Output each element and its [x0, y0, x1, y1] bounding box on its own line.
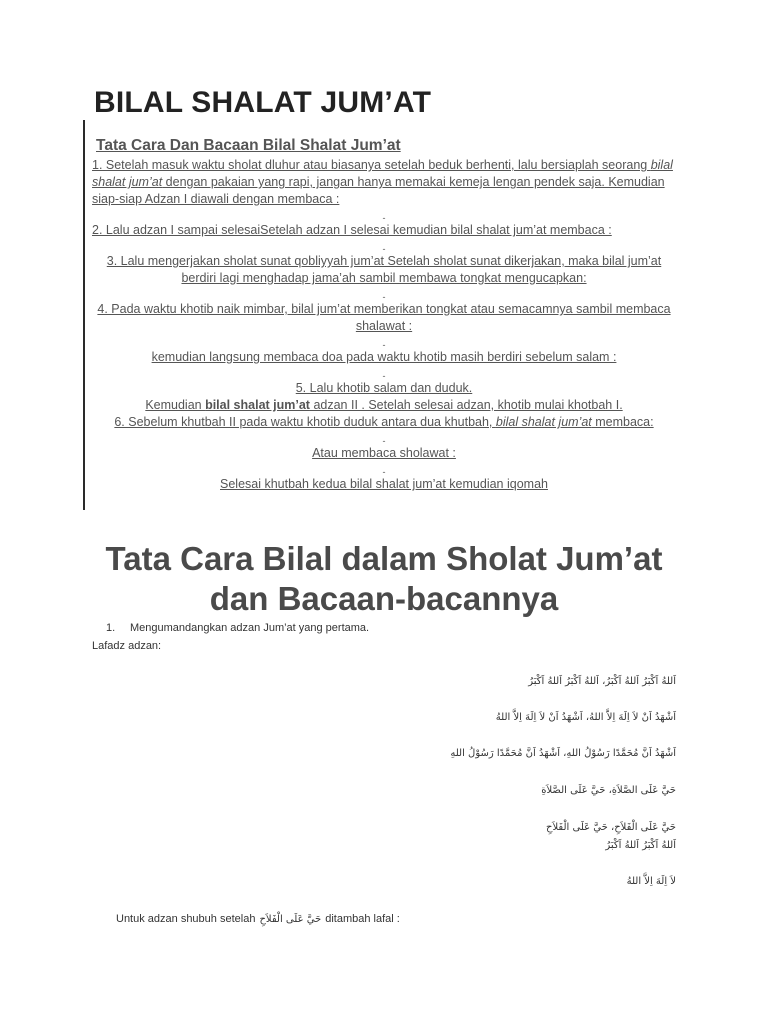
- step-1-italic: bilal shalat jum’at: [92, 158, 673, 189]
- note-text-b: ditambah lafal :: [325, 913, 400, 925]
- arabic-line-hayya-falah: حَيَّ عَلَى الْفَلاَحِ، حَيَّ عَلَى الْفَلاَحِ: [546, 822, 676, 833]
- step-5: 5. Lalu khotib salam dan duduk.: [295, 381, 473, 395]
- step-6-text-b: membaca:: [591, 415, 654, 429]
- dash-separator: -: [382, 467, 386, 477]
- note-arabic: حَيَّ عَلَى الْفَلاَحِ: [259, 914, 322, 925]
- arabic-line-syahadat-1: اَشْهَدُ اَنْ لاَ اِلَهَ اِلاَّ اللهُ، اَشْهَدُ اَنْ لاَ اِلَهَ اِلاَّ اللهُ: [495, 712, 676, 723]
- step-iqomah: Selesai khutbah kedua bilal shalat jum’at kemudian iqomah: [220, 477, 548, 491]
- list-text: Mengumandangkan adzan Jum’at yang pertama.: [130, 622, 370, 634]
- arabic-line-syahadat-2: اَشْهَدُ اَنَّ مُحَمَّدًا رَسُوْلُ اللهِ، اَشْهَدُ اَنَّ مُحَمَّدًا رَسُوْلُ اللهِ: [450, 748, 676, 759]
- dash-separator: -: [382, 292, 386, 302]
- arabic-line-takbir: اَللهُ اَكْبَرُ اَللهُ اَكْبَرُ، اَللهُ اَكْبَرُ اَللهُ اَكْبَرُ: [528, 676, 676, 687]
- list-number: 1.: [106, 622, 116, 634]
- dash-separator: -: [382, 371, 386, 381]
- page-title: BILAL SHALAT JUM’AT: [94, 86, 432, 119]
- step-1-text-b: dengan pakaian yang rapi, jangan hanya memakai kemeja lengan pendek saja. Kemudian siap-siap Adzan I diawali dengan membaca :: [92, 175, 665, 206]
- step-6: [92, 414, 676, 431]
- step-6-text-a: 6. Sebelum khutbah II pada waktu khotib duduk antara dua khutbah,: [114, 415, 496, 429]
- step-adzan-2-text-a: Kemudian: [145, 398, 206, 412]
- section-subtitle: Tata Cara Dan Bacaan Bilal Shalat Jum’at: [96, 137, 401, 154]
- note-text-a: Untuk adzan shubuh setelah: [116, 913, 256, 925]
- step-3: 3. Lalu mengerjakan sholat sunat qobliyyah jum’at Setelah sholat sunat dikerjakan, maka bilal jum’at berdiri lagi menghadap jama’ah sambil membawa tongkat mengucapkan:: [106, 254, 662, 285]
- step-adzan-2-bold: bilal shalat jum’at: [205, 398, 310, 412]
- lafadz-label: Lafadz adzan:: [92, 640, 162, 652]
- step-1-text-a: 1. Setelah masuk waktu sholat dluhur atau biasanya setelah beduk berhenti, lalu bersiaplah seorang: [92, 158, 651, 172]
- section-heading: Tata Cara Bilal dalam Sholat Jum’at dan Bacaan-bacannya: [105, 540, 663, 617]
- left-margin-bar: [83, 120, 85, 510]
- step-sholawat: Atau membaca sholawat :: [312, 446, 456, 460]
- bilal-steps-section: [92, 157, 676, 493]
- dash-separator: -: [382, 213, 386, 223]
- step-adzan-2-text-c: adzan II . Setelah selesai adzan, khotib mulai khotbah I.: [309, 398, 623, 412]
- step-1: [92, 157, 676, 208]
- step-adzan-2: [92, 397, 676, 414]
- arabic-line-tahlil: لاَ اِلَهَ اِلاَّ اللهُ: [626, 876, 676, 887]
- step-doa: kemudian langsung membaca doa pada waktu khotib masih berdiri sebelum salam :: [151, 350, 617, 364]
- step-2: 2. Lalu adzan I sampai selesaiSetelah adzan I selesai kemudian bilal shalat jum’at membaca :: [92, 223, 612, 237]
- dash-separator: -: [382, 244, 386, 254]
- list-item: [106, 622, 369, 634]
- shubuh-note: [116, 913, 400, 925]
- step-6-italic: bilal shalat jum’at: [495, 415, 592, 429]
- dash-separator: -: [382, 436, 386, 446]
- arabic-line-hayya-sholah: حَيَّ عَلَى الصَّلاَةِ، حَيَّ عَلَى الصَّلاَةِ: [541, 785, 676, 796]
- step-4: 4. Pada waktu khotib naik mimbar, bilal jum’at memberikan tongkat atau semacamnya sambil membaca shalawat :: [97, 302, 671, 333]
- dash-separator: -: [382, 340, 386, 350]
- arabic-line-takbir-2: اَللهُ اَكْبَرُ اَللهُ اَكْبَرُ: [605, 840, 676, 851]
